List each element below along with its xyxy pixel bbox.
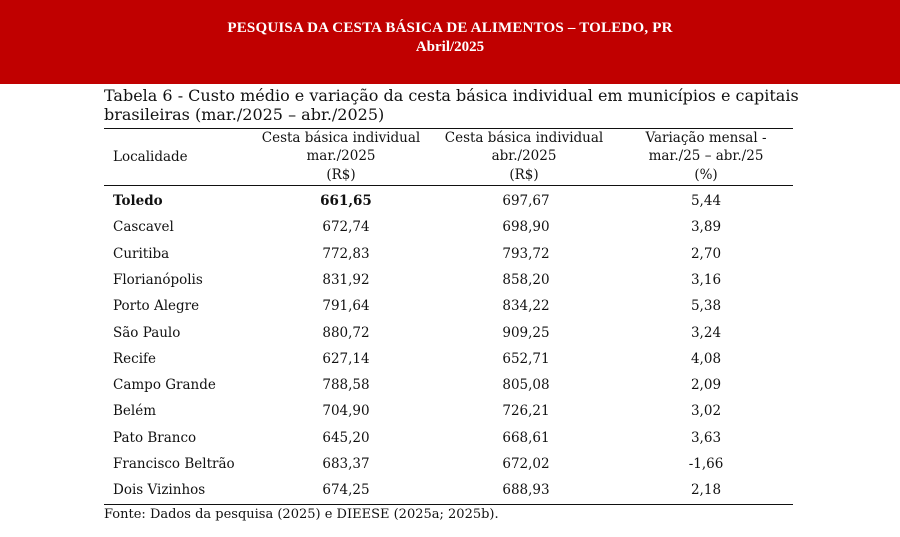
cell-variation: 3,63 xyxy=(690,429,722,446)
cell-variation: 3,16 xyxy=(690,271,722,288)
table-bottom-rule xyxy=(104,504,793,505)
cell-abr-value: 668,61 xyxy=(502,429,550,446)
cell-variation: 5,38 xyxy=(690,298,722,315)
table-row xyxy=(104,267,793,293)
table-header-rule xyxy=(104,185,793,186)
cell-variation: 3,24 xyxy=(690,324,722,341)
cell-locality: Pato Branco xyxy=(113,429,197,446)
table-row xyxy=(104,293,793,319)
cell-abr-value: 858,20 xyxy=(502,271,550,288)
cell-mar-value: 674,25 xyxy=(322,482,370,499)
cell-variation: -1,66 xyxy=(688,456,724,472)
cell-mar-value: 645,20 xyxy=(322,429,370,446)
cell-variation: 5,44 xyxy=(690,193,722,209)
table-header xyxy=(104,128,793,184)
table-row xyxy=(104,188,793,214)
cell-locality: Dois Vizinhos xyxy=(113,482,206,499)
table-row xyxy=(104,425,793,451)
header-abr-line1: Cesta básica individual xyxy=(444,130,604,146)
cell-locality: Francisco Beltrão xyxy=(113,456,235,472)
cell-abr-value: 834,22 xyxy=(502,298,550,315)
cell-mar-value: 704,90 xyxy=(322,403,370,420)
table-source: Fonte: Dados da pesquisa (2025) e DIEESE (2025a; 2025b). xyxy=(104,507,499,522)
cell-locality: São Paulo xyxy=(113,324,181,341)
header-var-line1: Variação mensal - xyxy=(645,130,767,146)
cell-abr-value: 909,25 xyxy=(502,324,550,341)
cell-abr-value: 672,02 xyxy=(502,456,550,472)
report-title: PESQUISA DA CESTA BÁSICA DE ALIMENTOS – TOLEDO, PR xyxy=(227,20,673,36)
cell-locality: Toledo xyxy=(113,193,163,209)
table-caption: Tabela 6 - Custo médio e variação da cesta básica individual em municípios e capitais brasileiras (mar./2025 – abr./2025) xyxy=(104,86,799,124)
header-mar-line1: Cesta básica individual xyxy=(261,130,421,146)
cell-locality: Florianópolis xyxy=(113,271,203,288)
cell-mar-value: 661,65 xyxy=(320,193,372,209)
cell-abr-value: 652,71 xyxy=(502,350,550,367)
header-localidade: Localidade xyxy=(113,149,188,165)
header-var-line3: (%) xyxy=(694,167,718,183)
cell-abr-value: 697,67 xyxy=(502,193,550,209)
cell-mar-value: 772,83 xyxy=(322,245,370,262)
table-row xyxy=(104,451,793,477)
cell-abr-value: 688,93 xyxy=(502,482,550,499)
table-row xyxy=(104,241,793,267)
table-row xyxy=(104,477,793,503)
header-var-line2: mar./25 – abr./25 xyxy=(648,148,764,164)
header-mar-line2: mar./2025 xyxy=(306,148,376,164)
table-row xyxy=(104,398,793,424)
cell-abr-value: 793,72 xyxy=(502,245,550,262)
cell-mar-value: 683,37 xyxy=(322,456,370,472)
cell-variation: 2,09 xyxy=(690,377,722,394)
header-banner xyxy=(0,0,900,84)
header-abr-line3: (R$) xyxy=(509,167,539,183)
cell-variation: 3,02 xyxy=(690,403,722,420)
cell-locality: Belém xyxy=(113,403,157,420)
cell-variation: 2,70 xyxy=(690,245,722,262)
cell-locality: Recife xyxy=(113,350,157,367)
cell-mar-value: 791,64 xyxy=(322,298,370,315)
cell-locality: Porto Alegre xyxy=(113,298,200,315)
table-row xyxy=(104,214,793,240)
cell-locality: Campo Grande xyxy=(113,377,216,394)
cell-mar-value: 672,74 xyxy=(322,219,370,236)
table-row xyxy=(104,346,793,372)
cell-variation: 3,89 xyxy=(690,219,722,236)
cell-mar-value: 788,58 xyxy=(322,377,370,394)
cell-mar-value: 880,72 xyxy=(322,324,370,341)
cell-locality: Cascavel xyxy=(113,219,174,236)
cell-mar-value: 831,92 xyxy=(322,271,370,288)
cell-mar-value: 627,14 xyxy=(322,350,370,367)
table-row xyxy=(104,372,793,398)
header-mar-line3: (R$) xyxy=(326,167,356,183)
cell-variation: 4,08 xyxy=(690,350,722,367)
cell-locality: Curitiba xyxy=(113,245,170,262)
cell-abr-value: 698,90 xyxy=(502,219,550,236)
cell-abr-value: 805,08 xyxy=(502,377,550,394)
header-abr-line2: abr./2025 xyxy=(491,148,557,164)
report-subtitle: Abril/2025 xyxy=(415,39,485,55)
cell-variation: 2,18 xyxy=(690,482,722,499)
cell-abr-value: 726,21 xyxy=(502,403,550,420)
table-row xyxy=(104,320,793,346)
